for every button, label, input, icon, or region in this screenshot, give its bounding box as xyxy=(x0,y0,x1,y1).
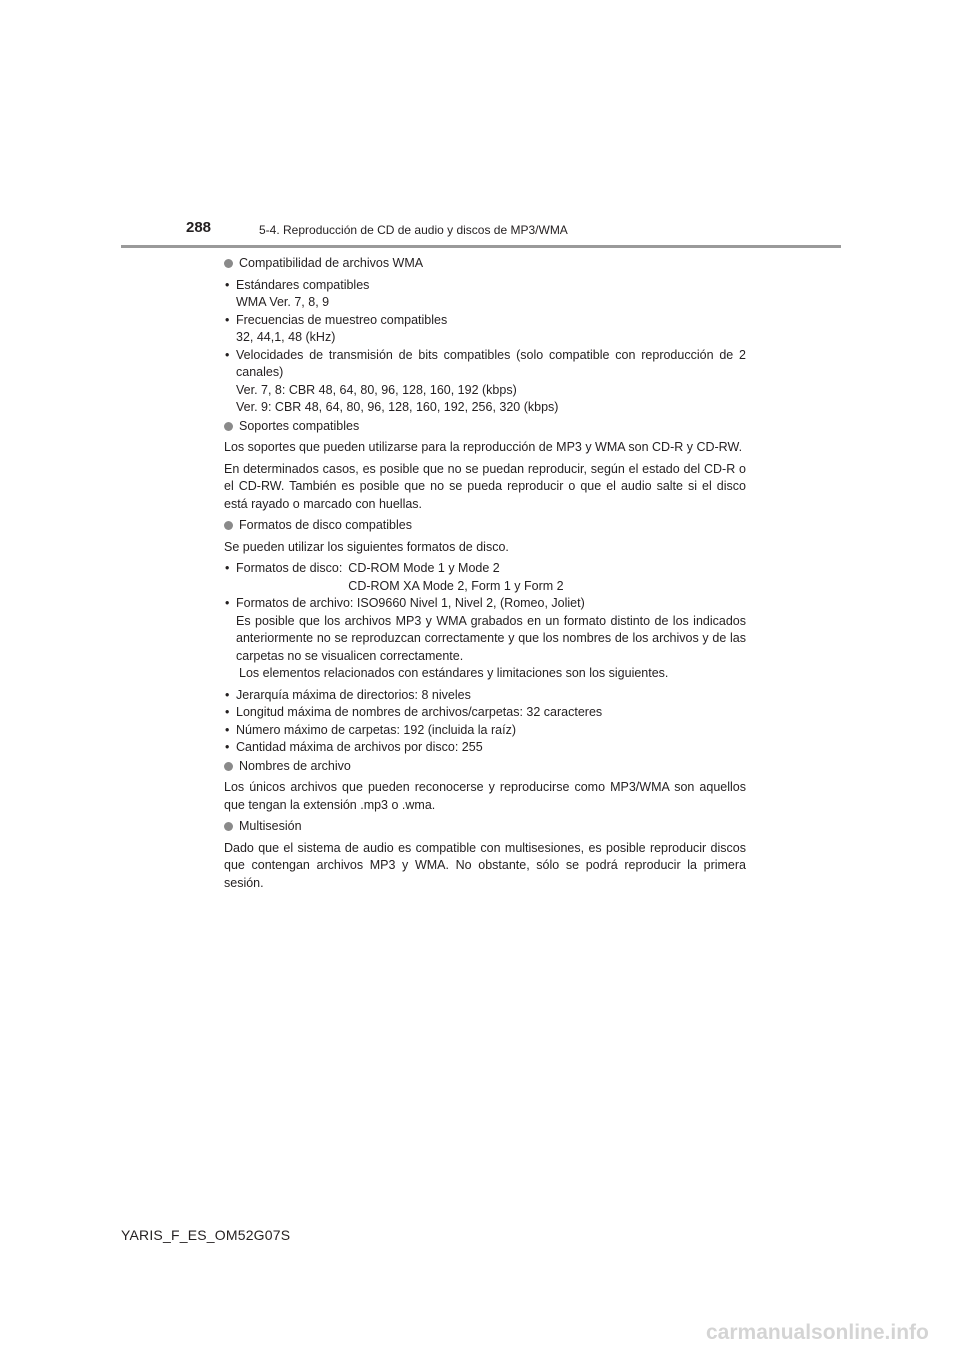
item-label: • Estándares compatibles xyxy=(236,277,370,292)
topic-heading xyxy=(224,818,746,836)
wma-spec-list xyxy=(224,277,746,417)
list-item xyxy=(224,347,746,417)
list-item xyxy=(224,560,746,595)
paragraph: Dado que el sistema de audio es compatible con multisesiones, es posible reproducir discos que contengan archivos MP3 y WMA. No obstante, sólo se podrá reproducir la primera sesión. xyxy=(224,840,746,890)
bullet-dot-icon xyxy=(224,259,233,268)
topic-title: Nombres de archivo xyxy=(239,758,351,773)
bullet-dot-icon xyxy=(224,521,233,530)
item-value: 32, 44,1, 48 (kHz) xyxy=(236,330,336,344)
list-item: • Cantidad máxima de archivos por disco: 255 xyxy=(224,739,746,757)
header-divider xyxy=(121,245,841,248)
item-value: Ver. 7, 8: CBR 48, 64, 80, 96, 128, 160, 192 (kbps) xyxy=(236,382,517,397)
limits-intro: Los elementos relacionados con estándares y limitaciones son los siguientes. xyxy=(239,666,669,680)
list-item xyxy=(224,277,746,312)
disc-formats-label: • Formatos de disco: xyxy=(236,561,343,575)
bullet-dot-icon xyxy=(224,762,233,771)
list-item: • Jerarquía máxima de directorios: 8 niveles xyxy=(224,687,746,705)
page-number: 288 xyxy=(186,219,212,236)
paragraph: En determinados casos, es posible que no se puedan reproducir, según el estado del CD-R o el CD-RW. También es posible que no se pueda reproducir o que el audio salte si el disco está rayado o marcado con huellas. xyxy=(224,461,746,511)
file-formats-note: Es posible que los archivos MP3 y WMA grabados en un formato distinto de los indicados anteriormente no se reproduzcan correctamente y que los nombres de los archivos y de las carpetas no se visualicen correctamente. xyxy=(236,613,746,663)
topic-heading xyxy=(224,758,746,776)
item-value: WMA Ver. 7, 8, 9 xyxy=(236,295,330,309)
topic-title: Multisesión xyxy=(239,819,302,833)
limits-list xyxy=(224,687,746,757)
paragraph: Los soportes que pueden utilizarse para la reproducción de MP3 y WMA son CD-R y CD-RW. xyxy=(224,440,743,454)
disc-format-value: CD-ROM Mode 1 y Mode 2 xyxy=(348,561,500,575)
topic-heading xyxy=(224,418,746,436)
topic-title: Formatos de disco compatibles xyxy=(239,518,412,532)
file-formats: • Formatos de archivo: ISO9660 Nivel 1, Nivel 2, (Romeo, Joliet) xyxy=(236,596,585,610)
paragraph: Los únicos archivos que pueden reconocerse y reproducirse como MP3/WMA son aquellos que tengan la extensión .mp3 o .wma. xyxy=(224,780,746,812)
topic-heading xyxy=(224,255,746,273)
disc-format-value: CD-ROM XA Mode 2, Form 1 y Form 2 xyxy=(348,578,564,593)
item-value: Ver. 9: CBR 48, 64, 80, 96, 128, 160, 192, 256, 320 (kbps) xyxy=(236,400,559,414)
item-label: • Velocidades de transmisión de bits compatibles (solo compatible con reproducción de 2 canales) xyxy=(236,347,746,379)
topic-heading xyxy=(224,517,746,535)
bullet-dot-icon xyxy=(224,422,233,431)
main-content xyxy=(224,254,746,892)
document-code: YARIS_F_ES_OM52G07S xyxy=(121,1227,291,1243)
section-title: 5-4. Reproducción de CD de audio y discos de MP3/WMA xyxy=(259,223,568,237)
watermark: carmanualsonline.info xyxy=(706,1321,929,1344)
bullet-dot-icon xyxy=(224,822,233,831)
topic-title: Compatibilidad de archivos WMA xyxy=(239,256,424,270)
list-item: • Número máximo de carpetas: 192 (incluida la raíz) xyxy=(224,722,746,740)
topic-title: Soportes compatibles xyxy=(239,418,360,433)
list-item: • Longitud máxima de nombres de archivos/carpetas: 32 caracteres xyxy=(224,704,746,722)
list-item xyxy=(224,595,746,665)
list-item xyxy=(224,312,746,347)
format-list xyxy=(224,560,746,665)
item-label: • Frecuencias de muestreo compatibles xyxy=(236,312,448,327)
paragraph: Se pueden utilizar los siguientes formatos de disco. xyxy=(224,539,509,554)
